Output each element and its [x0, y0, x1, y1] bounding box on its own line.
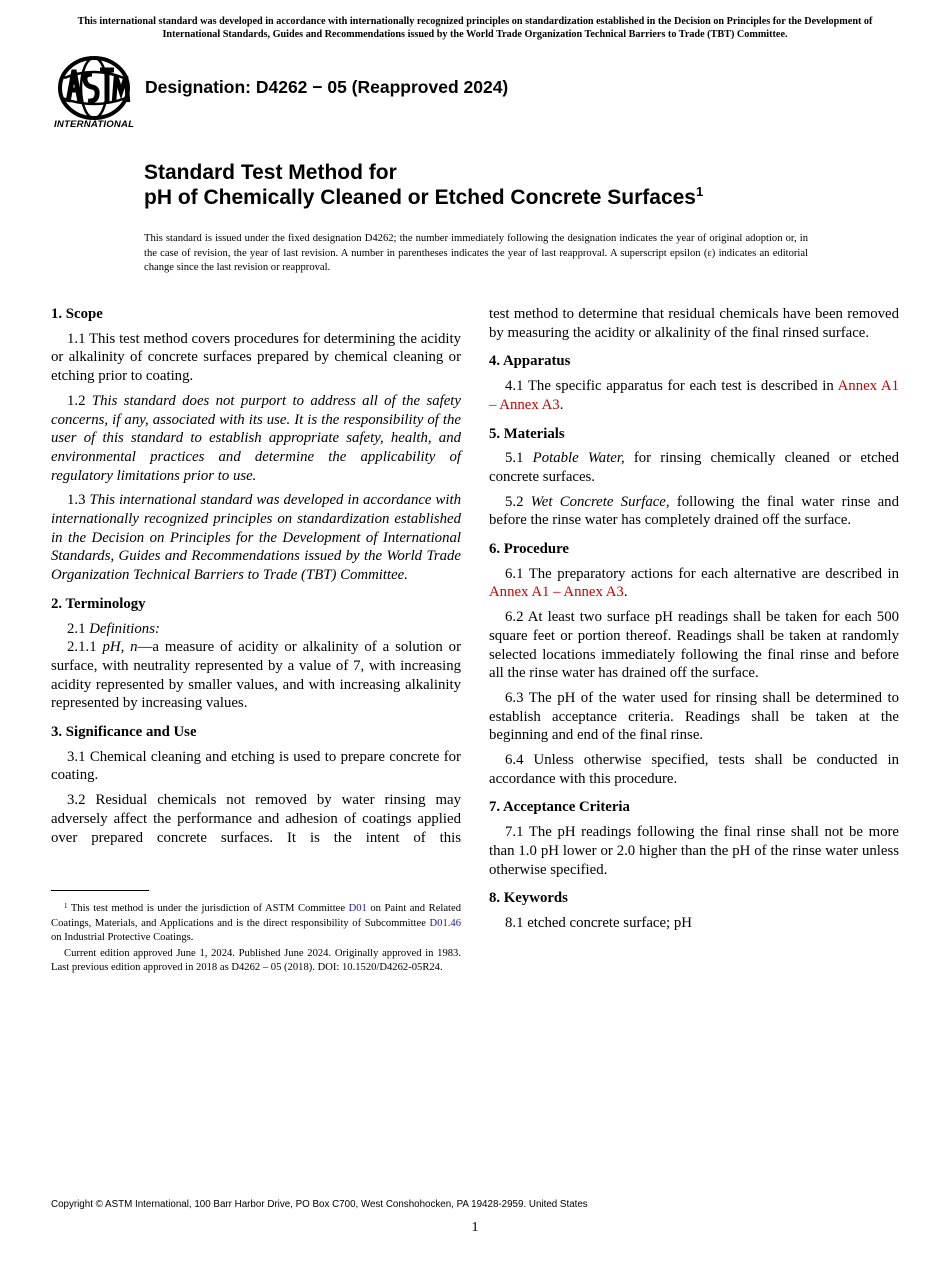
top-notice: This international standard was developed in accordance with internationally recognized principles on standardization established in the Decision on Principles for the Development of International Standards, Guides and Recommendations issued by the World Trade Organization Technical Barriers to Trade (TBT) Committee. — [77, 16, 873, 40]
footnote-text-a: This test method is under the jurisdiction of ASTM Committee — [67, 903, 349, 914]
paragraph-1-2 — [51, 392, 461, 486]
page-number: 1 — [471, 1220, 479, 1235]
paragraph-6-1-end: . — [623, 584, 628, 601]
title-line-2-text: pH of Chemically Cleaned or Etched Concrete Surfaces — [144, 186, 696, 209]
paragraph-2-1-1-number: 2.1.1 — [67, 639, 97, 656]
title-line-2 — [144, 185, 703, 210]
paragraph-2-1-1-text: —a measure of acidity or alkalinity of a solution or surface, with neutrality represented by a value of 7, with increasing acidity represented by smaller values, and with increasing alkalinity represented by increasing values. — [51, 639, 461, 712]
paragraph-5-1-text: for rinsing chemically cleaned or etched concrete surfaces. — [489, 450, 899, 485]
copyright-notice: Copyright © ASTM International, 100 Barr Harbor Drive, PO Box C700, West Conshohocken, PA 19428-2959. United States — [51, 1199, 588, 1210]
right-column — [489, 305, 899, 939]
paragraph-2-1-term: Definitions: — [89, 620, 160, 637]
paragraph-3-2-part-1: 3.2 Residual chemicals not removed by water rinsing may adversely affect the performance and adhesion of coatings applied over prepared concrete surfaces. It is the intent of this — [51, 792, 461, 846]
paragraph-1-3-text: This international standard was developed in accordance with internationally recognized principles on standardization established in the Decision on Principles for the Development of International Standards, Guides and Recommendations issued by the World Trade Organization Technical Barriers to Trade (TBT) Committee. — [51, 492, 461, 584]
section-heading-apparatus: 4. Apparatus — [489, 353, 571, 370]
paragraph-3-1: 3.1 Chemical cleaning and etching is used to prepare concrete for coating. — [51, 748, 461, 784]
section-heading-acceptance: 7. Acceptance Criteria — [489, 799, 630, 816]
paragraph-2-1-number: 2.1 — [67, 620, 86, 637]
paragraph-5-2-term: Wet Concrete Surface, — [530, 493, 670, 510]
paragraph-6-1 — [489, 565, 899, 602]
left-column — [51, 305, 461, 853]
footnote-text-b: on Paint and Related Coatings, Materials, and Applications and is the direct responsibility of Subcommittee — [51, 903, 461, 929]
paragraph-5-1 — [489, 449, 899, 486]
astm-logo — [52, 56, 136, 132]
page-title — [144, 160, 703, 210]
footnote-mark: 1 — [64, 902, 68, 910]
paragraph-6-2: 6.2 At least two surface pH readings shall be taken for each 500 square feet or portion thereof. Readings shall be taken at randomly selected locations immediately following the final rinse and before all the rinse water has drained off the surface. — [489, 609, 899, 682]
issuance-statement: This standard is issued under the fixed designation D4262; the number immediately following the designation indicates the year of original adoption or, in the case of revision, the year of last revision. A number in parentheses indicates the year of last reapproval. A superscript epsilon (ε) indicates an editorial change since the last revision or reapproval. — [144, 233, 808, 274]
paragraph-8-1: 8.1 etched concrete surface; pH — [505, 914, 692, 931]
paragraph-5-2 — [489, 493, 899, 530]
paragraph-5-1-number: 5.1 — [505, 450, 524, 467]
section-heading-significance: 3. Significance and Use — [51, 724, 197, 741]
paragraph-4-1 — [489, 377, 899, 414]
paragraph-4-1-end: . — [559, 396, 564, 413]
paragraph-6-3: 6.3 The pH of the water used for rinsing shall be determined to establish acceptance criteria. Readings shall be taken at the beginning and end of the final rinse. — [489, 689, 899, 744]
paragraph-1-3-number: 1.3 — [67, 492, 86, 509]
paragraph-1-1: 1.1 This test method covers procedures for determining the acidity or alkalinity of concrete surfaces prepared by chemical cleaning or etching prior to coating. — [51, 330, 461, 385]
title-footnote-mark: 1 — [696, 184, 704, 199]
footnotes — [51, 902, 461, 977]
paragraph-4-1-text: 4.1 The specific apparatus for each test is described in — [505, 378, 838, 395]
paragraph-1-3 — [51, 491, 461, 585]
paragraph-7-1: 7.1 The pH readings following the final rinse shall not be more than 1.0 pH lower or 2.0 higher than the pH of the rinse water unless otherwise specified. — [489, 824, 899, 878]
paragraph-3-2-part-2: test method to determine that residual chemicals have been removed by measuring the acidity or alkalinity of the final rinsed surface. — [489, 306, 899, 341]
footnote-edition: Current edition approved June 1, 2024. Published June 2024. Originally approved in 1983. Last previous edition approved in 2018 as D4262 – 05 (2018). DOI: 10.1520/D4262-05R24. — [51, 947, 461, 974]
annex-link[interactable]: Annex A1 – Annex A3 — [489, 584, 624, 601]
section-heading-terminology: 2. Terminology — [51, 595, 146, 612]
section-heading-scope: 1. Scope — [51, 306, 103, 322]
paragraph-2-1-1-term: pH, n — [102, 639, 138, 656]
footnote-text-c: on Industrial Protective Coatings. — [51, 932, 194, 944]
paragraph-2-1 — [51, 620, 461, 639]
footnote-divider — [51, 890, 149, 891]
paragraph-5-1-term: Potable Water, — [532, 450, 625, 467]
paragraph-1-2-text: This standard does not purport to address all of the safety concerns, if any, associated with its use. It is the responsibility of the user of this standard to establish appropriate safety, health, and environmental practices and determine the applicability of regulatory limitations prior to use. — [51, 392, 461, 484]
paragraph-5-2-text: following the final water rinse and before the rinse water has completely drained off the surface. — [489, 493, 899, 529]
paragraph-6-1-text: 6.1 The preparatory actions for each alternative are described in — [505, 565, 899, 582]
section-heading-materials: 5. Materials — [489, 425, 565, 442]
section-heading-keywords: 8. Keywords — [489, 890, 568, 907]
designation: Designation: D4262 − 05 (Reapproved 2024) — [145, 77, 509, 97]
committee-link[interactable]: D01 — [348, 903, 367, 914]
subcommittee-link[interactable]: D01.46 — [429, 917, 461, 929]
section-heading-procedure: 6. Procedure — [489, 541, 569, 558]
annex-link[interactable]: Annex A1 – Annex A3 — [489, 378, 899, 413]
paragraph-1-2-number: 1.2 — [67, 392, 86, 409]
title-line-1: Standard Test Method for — [144, 161, 397, 184]
paragraph-5-2-number: 5.2 — [505, 493, 524, 510]
logo-label: INTERNATIONAL — [54, 119, 135, 130]
paragraph-2-1-1 — [51, 638, 461, 713]
paragraph-6-4: 6.4 Unless otherwise specified, tests shall be conducted in accordance with this procedure. — [489, 752, 899, 787]
footnote-1 — [51, 902, 461, 946]
